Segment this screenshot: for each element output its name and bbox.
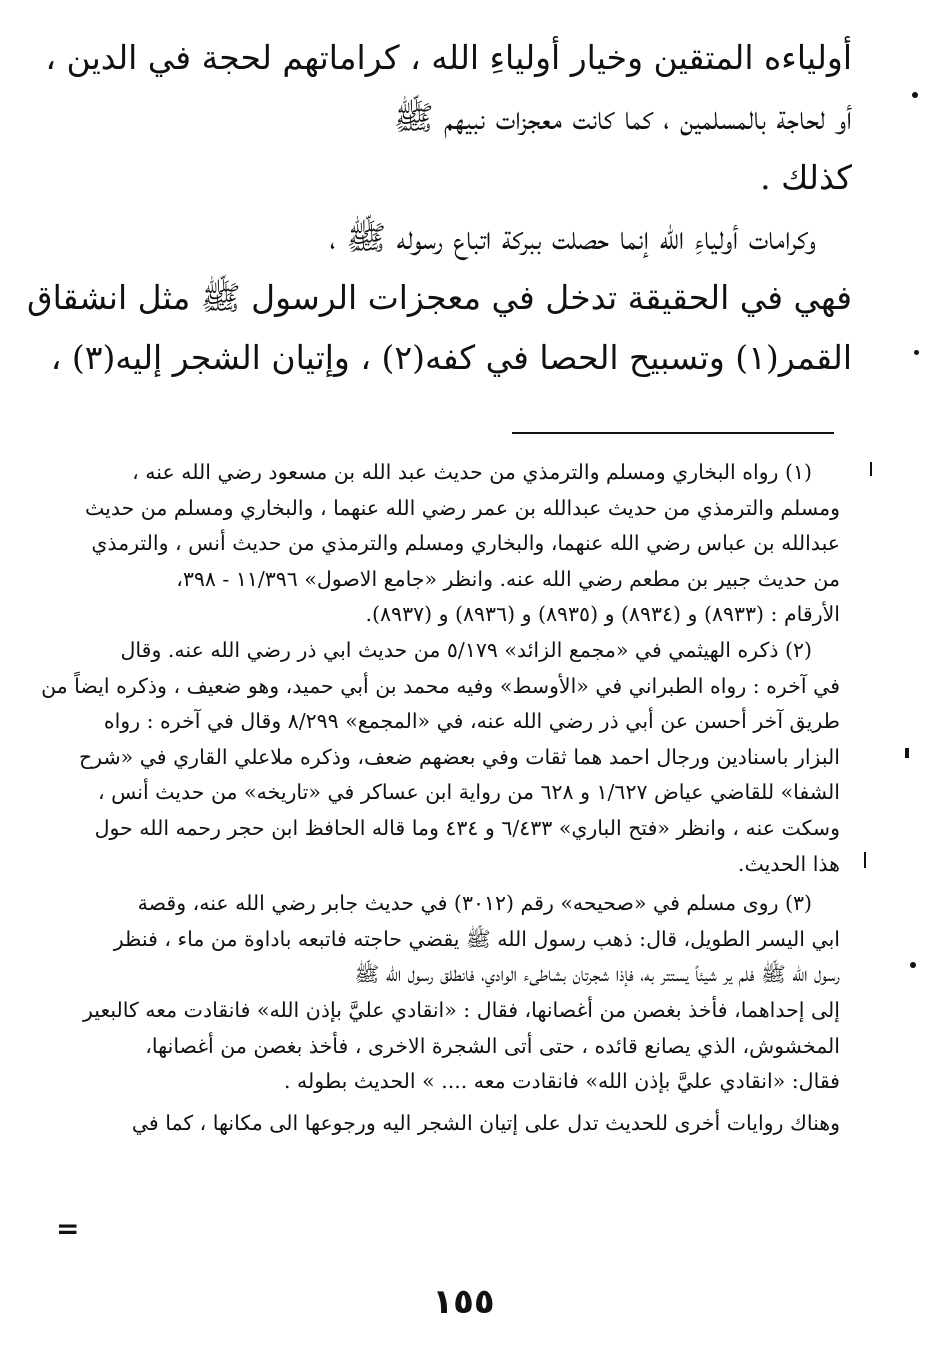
main-text-line: فهي في الحقيقة تدخل في معجزات الرسول ﷺ مثل انشقاق	[27, 278, 852, 317]
footnote-1-line: ومسلم والترمذي من حديث عبدالله بن عمر رضي الله عنهما ، والبخاري ومسلم من حديث	[84, 495, 840, 520]
footnote-3-line: رسول الله ﷺ فلم ير شيئاً يستتر به، فإذا شجرتان بشاطىء الوادي، فانطلق رسول الله ﷺ	[354, 962, 840, 987]
footnote-1-line: (١) رواه البخاري ومسلم والترمذي من حديث عبد الله بن مسعود رضي الله عنه ،	[132, 460, 812, 484]
continuation-mark: =	[56, 1212, 80, 1245]
main-text-line: أو لحاجة بالمسلمين ، كما كانت معجزات نبيهم ﷺ	[393, 98, 852, 137]
footnote-divider	[512, 432, 834, 434]
main-text-line: أولياءه المتقين وخيار أولياءِ الله ، كراماتهم لحجة في الدين ،	[45, 38, 852, 77]
footnote-1-line: عبدالله بن عباس رضي الله عنهما، والبخاري ومسلم والترمذي من حديث أنس ، والترمذي	[91, 531, 840, 556]
footnote-2-line: وسكت عنه ، وانظر «فتح الباري» ٦/٤٣٣ و ٤٣٤ وما قاله الحافظ ابن حجر رحمه الله حول	[94, 815, 840, 840]
footnotes-block	[41, 455, 840, 1141]
main-text-line: كذلك .	[760, 158, 852, 197]
footnote-3-line: المخشوش، الذي يصانع قائده ، حتى أتى الشجرة الاخرى ، فأخذ بغصن من أغصانها،	[145, 1033, 840, 1058]
scan-speck	[912, 92, 918, 98]
footnote-1-line: من حديث جبير بن مطعم رضي الله عنه. وانظر «جامع الاصول» ١١/٣٩٦ - ٣٩٨،	[176, 566, 840, 591]
footnote-3-line: إلى إحداهما، فأخذ بغصن من أغصانها، فقال : «انقادي عليَّ بإذن الله» فانقادت معه كالبعير	[82, 997, 840, 1022]
footnote-2-line: في آخره : رواه الطبراني في «الأوسط» وفيه محمد بن أبي حميد، وهو ضعيف ، وذكره ايضاً من	[41, 673, 840, 698]
footnote-3-line: (٣) روى مسلم في «صحيحه» رقم (٣٠١٢) في حديث جابر رضي الله عنه، وقصة	[137, 891, 812, 916]
page-number: ١٥٥	[432, 1282, 495, 1322]
main-text-block	[27, 28, 852, 388]
footnote-2-line: البزار باسنادين ورجال احمد هما ثقات وفي بعضهم ضعف، وذكره ملاعلي القاري في «شرح	[78, 744, 840, 769]
scan-speck	[864, 852, 866, 868]
footnote-3-line: فقال: «انقادي عليَّ بإذن الله» فانقادت معه .... » الحديث بطوله .	[283, 1069, 840, 1094]
footnote-2-line: (٢) ذكره الهيثمي في «مجمع الزائد» ٥/١٧٩ من حديث ابي ذر رضي الله عنه. وقال	[120, 637, 812, 662]
footnote-3-line: وهناك روايات أخرى للحديث تدل على إتيان الشجر اليه ورجوعها الى مكانها ، كما في	[131, 1110, 840, 1135]
scan-speck	[905, 748, 909, 758]
footnote-2-line: الشفا» للقاضي عياض ١/٦٢٧ و ٦٢٨ من رواية ابن عساكر في «تاريخه» من حديث أنس ،	[97, 780, 840, 805]
main-text-line: وكرامات أولياءِ الله إنما حصلت ببركة اتباع رسوله ﷺ ،	[329, 218, 816, 257]
main-text-line: القمر(١) وتسبيح الحصا في كفه(٢) ، وإتيان الشجر إليه(٣) ،	[50, 338, 852, 377]
scan-speck	[870, 462, 872, 476]
footnote-2-line: طريق آخر أحسن عن أبي ذر رضي الله عنه، في «المجمع» ٨/٢٩٩ وقال في آخره : رواه	[103, 709, 840, 734]
footnote-3-line: ابي اليسر الطويل، قال: ذهب رسول الله ﷺ يقضي حاجته فاتبعه باداوة من ماء ، فنظر	[113, 926, 840, 951]
footnote-1-line: الأرقام : (٨٩٣٣) و (٨٩٣٤) و (٨٩٣٥) و (٨٩٣٦) و (٨٩٣٧).	[365, 602, 840, 627]
footnote-2-line: هذا الحديث.	[737, 851, 840, 876]
scan-speck	[910, 962, 916, 968]
scan-speck	[914, 350, 919, 355]
